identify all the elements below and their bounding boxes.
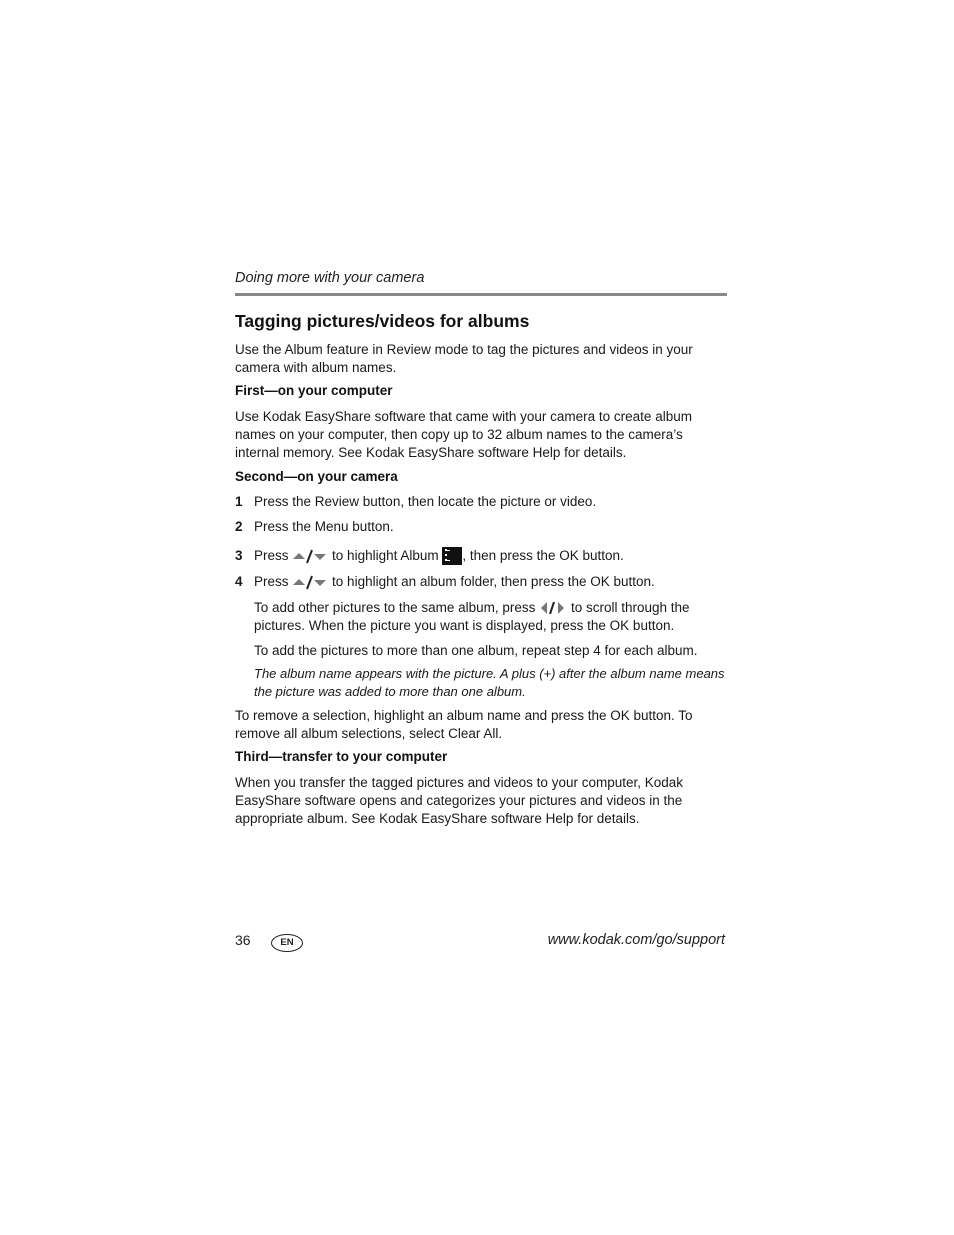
step-text: Press the Review button, then locate the picture or video. <box>254 494 597 509</box>
header-rule <box>235 293 727 296</box>
detail-text-pre: To add other pictures to the same album, press <box>254 600 536 615</box>
up-down-arrows-icon <box>292 548 328 564</box>
step-number: 1 <box>235 494 243 509</box>
page-number: 36 <box>235 932 251 948</box>
step-4-detail-multiple: To add the pictures to more than one album, repeat step 4 for each album. <box>254 643 698 658</box>
left-right-arrows-icon <box>539 600 567 616</box>
first-paragraph: Use Kodak EasyShare software that came with your camera to create album names on your computer, then copy up to 32 album names to the camera’s internal memory. See Kodak EasyShare software Help for details. <box>235 409 692 460</box>
step-text: Press the Menu button. <box>254 519 394 534</box>
intro-paragraph: Use the Album feature in Review mode to tag the pictures and videos in your camera with album names. <box>235 342 693 375</box>
up-down-arrows-icon <box>292 574 328 590</box>
step-number: 3 <box>235 548 243 563</box>
third-heading: Third—transfer to your computer <box>235 749 448 764</box>
step-text-post: , then press the OK button. <box>462 548 624 563</box>
third-paragraph: When you transfer the tagged pictures and videos to your computer, Kodak EasyShare software opens and categorizes your pictures and videos in the appropriate album. See Kodak EasyShare software Help for details. <box>235 775 684 826</box>
step-text-post: to highlight an album folder, then press the OK button. <box>332 574 655 589</box>
second-heading: Second—on your camera <box>235 469 398 484</box>
section-title: Tagging pictures/videos for albums <box>235 311 530 331</box>
running-head: Doing more with your camera <box>235 270 425 286</box>
language-badge: EN <box>271 934 303 952</box>
step-text-pre: Press <box>254 548 289 563</box>
step-number: 4 <box>235 574 243 589</box>
step-text-mid: to highlight Album <box>332 548 439 563</box>
support-url[interactable]: www.kodak.com/go/support <box>547 932 725 948</box>
step-number: 2 <box>235 519 243 534</box>
album-icon <box>442 547 462 565</box>
step-4-detail-scroll <box>254 599 727 635</box>
remove-paragraph: To remove a selection, highlight an album name and press the OK button. To remove all album selections, select Clear All. <box>235 708 693 741</box>
step-text-pre: Press <box>254 574 289 589</box>
album-note: The album name appears with the picture. A plus (+) after the album name means the picture was added to more than one album. <box>254 666 725 699</box>
detail-text-post: to scroll through the pictures. When the picture you want is displayed, press the OK button. <box>254 600 690 633</box>
first-heading: First—on your computer <box>235 383 393 398</box>
